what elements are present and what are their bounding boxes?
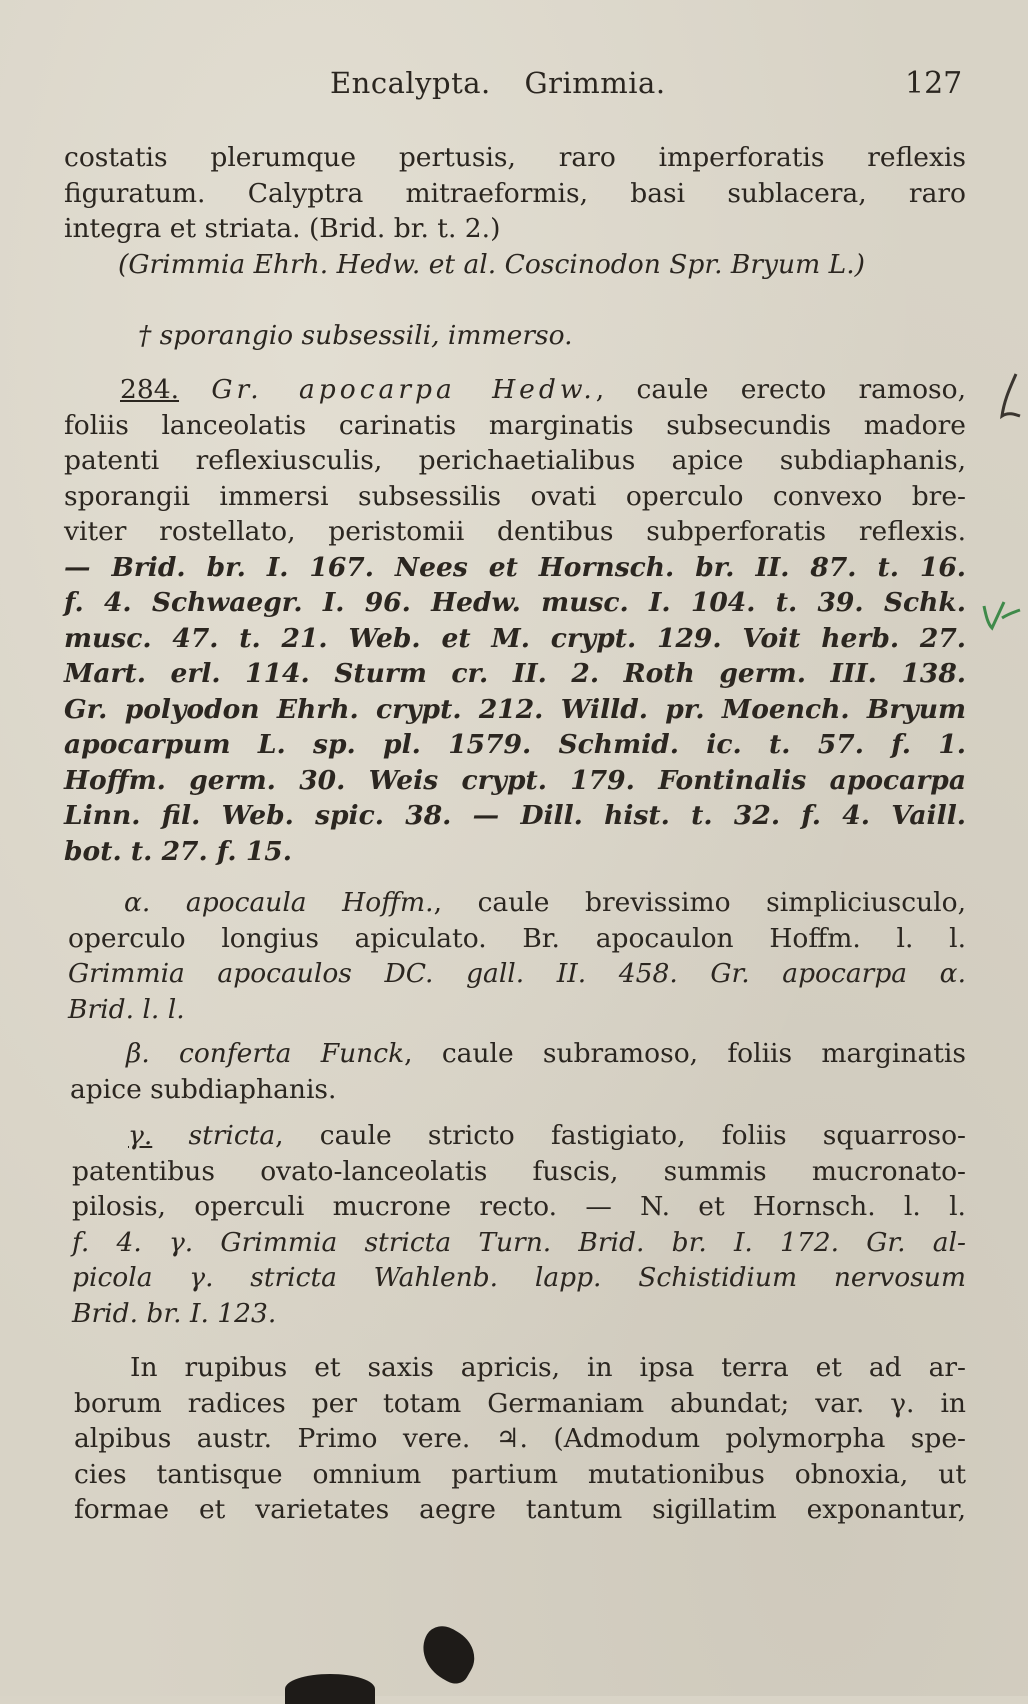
species-headline xyxy=(64,372,966,408)
variety-headline xyxy=(68,885,966,921)
text-line: viter rostellato, peristomii dentibus subperforatis reflexis. xyxy=(64,516,966,547)
text-line: picola γ. stricta Wahlenb. lapp. Schistidium nervosum xyxy=(72,1262,966,1293)
habitat-paragraph xyxy=(74,1350,966,1528)
text-line: Grimmia apocaulos DC. gall. II. 458. Gr. apocarpa α. xyxy=(68,958,966,989)
variety-label: γ. xyxy=(128,1120,153,1151)
text-line: foliis lanceolatis carinatis marginatis subsecundis madore xyxy=(64,409,966,441)
text-line: alpibus austr. Primo vere. ♃. (Admodum polymorpha spe- xyxy=(74,1423,966,1454)
section-heading-block xyxy=(138,318,838,354)
text-line: operculo longius apiculato. Br. apocaulon Hoffm. l. l. xyxy=(68,922,966,954)
reference-line: apocarpum L. sp. pl. 1579. Schmid. ic. t. 57. f. 1. xyxy=(64,729,966,760)
species-diagnosis-start: , caule erecto ramoso, xyxy=(595,374,966,405)
running-head xyxy=(330,66,690,100)
text-line: costatis plerumque pertusis, raro imperforatis reflexis xyxy=(64,142,966,173)
variety-label: β. conferta Funck xyxy=(126,1038,405,1069)
reference-line: Gr. polyodon Ehrh. crypt. 212. Willd. pr. Moench. Bryum xyxy=(64,693,966,725)
section-heading: † sporangio subsessili, immerso. xyxy=(138,320,573,351)
species-number: 284. xyxy=(120,374,180,405)
variety-diagnosis-start: , caule subramoso, foliis marginatis xyxy=(404,1038,966,1069)
text-line: patentibus ovato-lanceolatis fuscis, summis mucronato- xyxy=(72,1155,966,1187)
text-line: formae et varietates aegre tantum sigillatim exponantur, xyxy=(74,1494,966,1525)
page-number: 127 xyxy=(905,66,963,101)
ink-blot xyxy=(412,1619,484,1689)
reference-line: bot. t. 27. f. 15. xyxy=(64,835,292,867)
variety-alpha xyxy=(68,885,966,1027)
variety-gamma xyxy=(72,1118,966,1331)
variety-beta xyxy=(70,1036,966,1107)
genus-synonyms: (Grimmia Ehrh. Hedw. et al. Coscinodon Spr. Bryum L.) xyxy=(118,248,866,280)
reference-line: musc. 47. t. 21. Web. et M. crypt. 129. Voit herb. 27. xyxy=(64,622,966,654)
text-line: patenti reflexiusculis, perichaetialibus apice subdiaphanis, xyxy=(64,445,966,476)
reference-line: — Brid. br. I. 167. Nees et Hornsch. br. II. 87. t. 16. xyxy=(64,551,966,583)
text-line: figuratum. Calyptra mitraeformis, basi sublacera, raro xyxy=(64,177,966,209)
running-title-genus-2: Grimmia. xyxy=(524,66,666,100)
pencil-mark-icon xyxy=(998,372,1026,422)
text-line: integra et striata. (Brid. br. t. 2.) xyxy=(64,213,501,244)
variety-headline xyxy=(72,1118,966,1154)
text-line: In rupibus et saxis apricis, in ipsa terra et ad ar- xyxy=(130,1352,966,1383)
reference-line: Linn. fil. Web. spic. 38. — Dill. hist. t. 32. f. 4. Vaill. xyxy=(64,800,966,831)
text-line: Brid. br. I. 123. xyxy=(72,1297,277,1329)
text-line: Brid. l. l. xyxy=(68,993,185,1025)
species-name: Gr. apocarpa Hedw. xyxy=(211,374,596,405)
green-check-mark-icon xyxy=(978,598,1024,632)
variety-diagnosis-start: , caule stricto fastigiato, foliis squarroso- xyxy=(275,1120,966,1151)
text-line: sporangii immersi subsessilis ovati operculo convexo bre- xyxy=(64,480,966,512)
variety-diagnosis-start: , caule brevissimo simpliciusculo, xyxy=(433,887,966,918)
variety-name: stricta xyxy=(188,1120,276,1151)
running-title-genus-1: Encalypta. xyxy=(330,66,491,100)
ink-blot xyxy=(285,1674,375,1704)
text-line: f. 4. γ. Grimmia stricta Turn. Brid. br. I. 172. Gr. al- xyxy=(72,1226,966,1258)
text-line: borum radices per totam Germaniam abundat; var. γ. in xyxy=(74,1387,966,1419)
reference-line: Mart. erl. 114. Sturm cr. II. 2. Roth germ. III. 138. xyxy=(64,658,966,689)
text-line: pilosis, operculi mucrone recto. — N. et Hornsch. l. l. xyxy=(72,1191,966,1222)
reference-line: f. 4. Schwaegr. I. 96. Hedw. musc. I. 104. t. 39. Schk. xyxy=(64,587,966,618)
species-entry xyxy=(64,372,966,869)
reference-line: Hoffm. germ. 30. Weis crypt. 179. Fontinalis apocarpa xyxy=(64,764,966,796)
text-line: cies tantisque omnium partium mutationibus obnoxia, ut xyxy=(74,1458,966,1490)
genus-intro xyxy=(64,140,966,282)
text-line: apice subdiaphanis. xyxy=(70,1073,337,1105)
variety-headline xyxy=(70,1036,966,1072)
variety-label: α. apocaula Hoffm. xyxy=(124,887,434,918)
